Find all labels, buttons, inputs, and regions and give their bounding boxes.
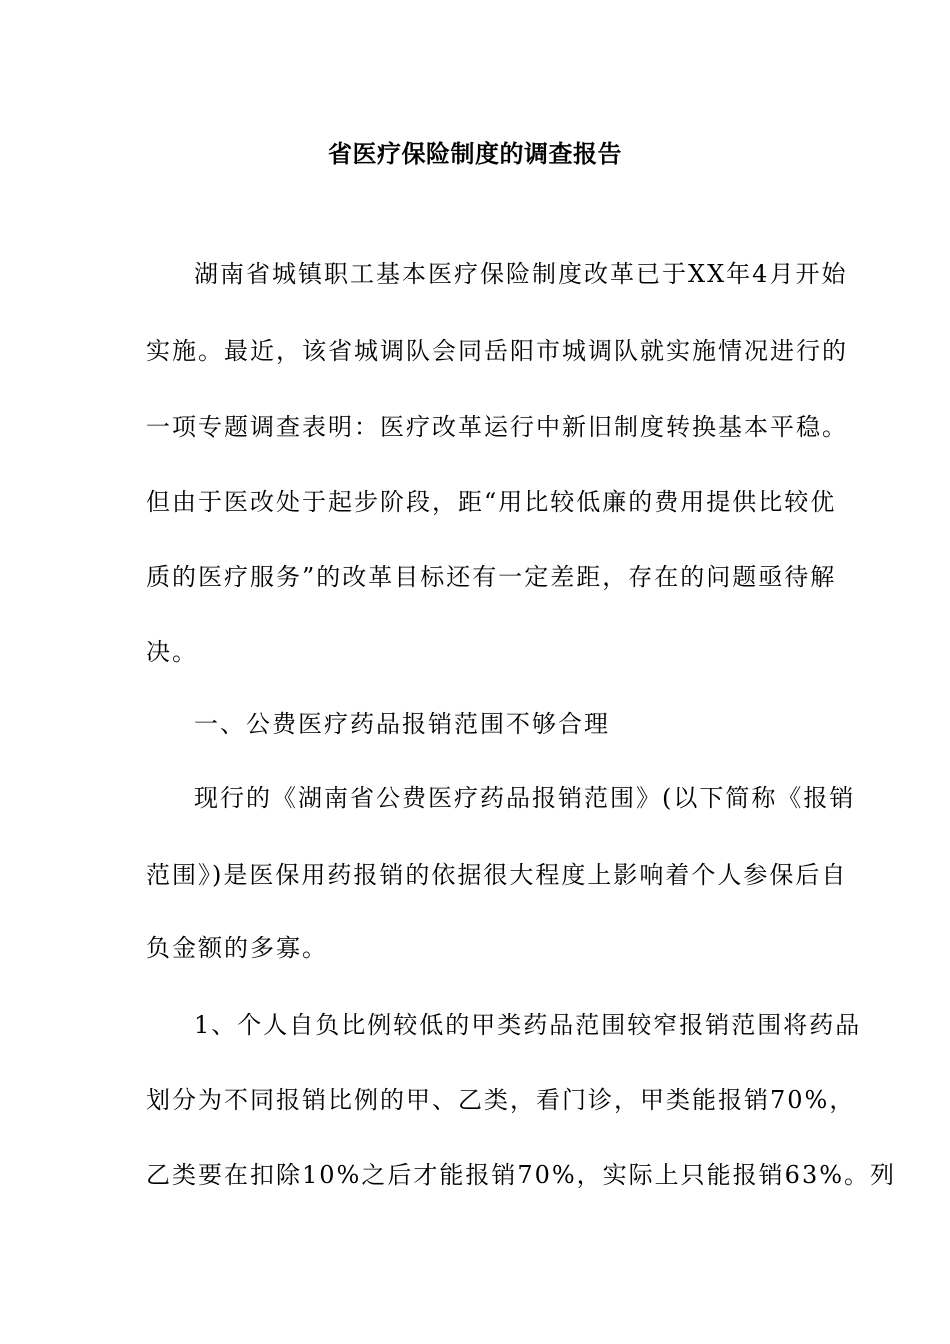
paragraph-line: 决。 <box>146 638 198 666</box>
paragraph-line: 实施。最近，该省城调队会同岳阳市城调队就实施情况进行的 <box>146 337 848 365</box>
paragraph-line: 1、个人自负比例较低的甲类药品范围较窄报销范围将药品 <box>194 1011 862 1039</box>
paragraph-line: 负金额的多寡。 <box>146 934 328 962</box>
section-heading: 一、公费医疗药品报销范围不够合理 <box>194 710 610 738</box>
document-title: 省医疗保险制度的调查报告 <box>328 140 622 168</box>
paragraph-line: 划分为不同报销比例的甲、乙类，看门诊，甲类能报销70%， <box>146 1086 856 1114</box>
paragraph-line: 一项专题调查表明：医疗改革运行中新旧制度转换基本平稳。 <box>146 413 848 441</box>
paragraph-line: 现行的《湖南省公费医疗药品报销范围》(以下简称《报销 <box>194 784 856 812</box>
paragraph-line: 但由于医改处于起步阶段，距“用比较低廉的费用提供比较优 <box>146 488 837 516</box>
paragraph-line: 范围》)是医保用药报销的依据很大程度上影响着个人参保后自 <box>146 861 848 889</box>
paragraph-line: 质的医疗服务”的改革目标还有一定差距，存在的问题亟待解 <box>146 563 837 591</box>
paragraph-line: 乙类要在扣除10%之后才能报销70%，实际上只能报销63%。列 <box>146 1161 897 1189</box>
paragraph-line: 湖南省城镇职工基本医疗保险制度改革已于XX年4月开始 <box>194 260 848 288</box>
